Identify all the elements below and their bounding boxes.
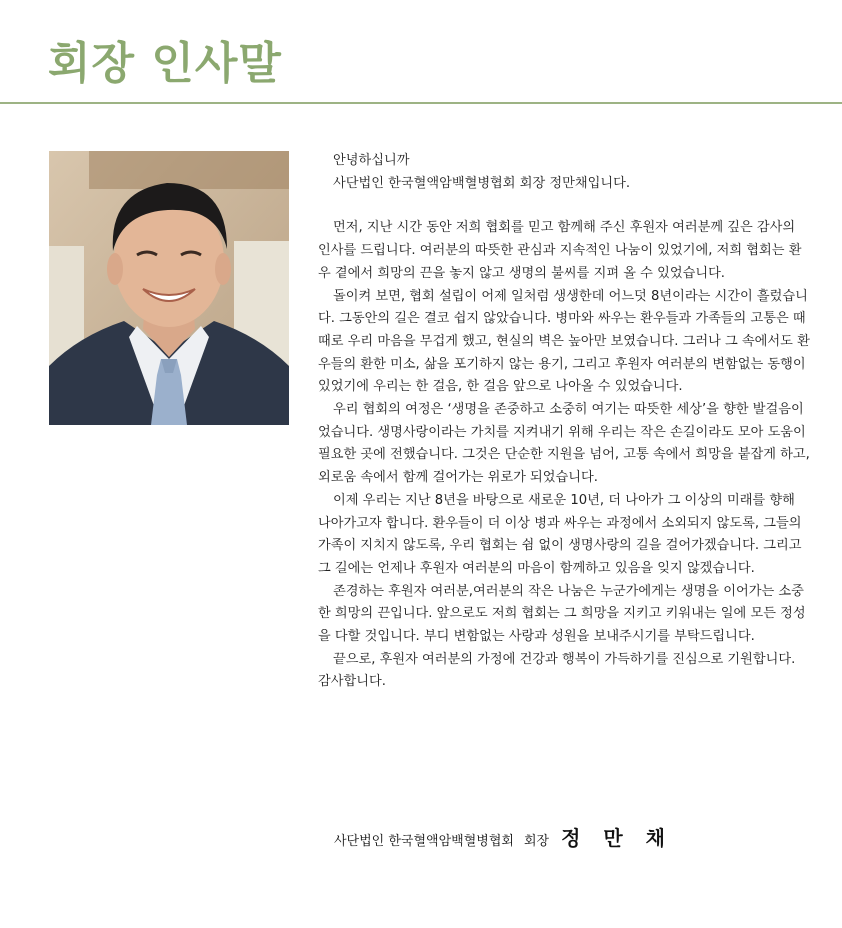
letter-paragraph: 우리 협회의 여정은 ‘생명을 존중하고 소중히 여기는 따뜻한 세상’을 향한 발걸음이었습니다. 생명사랑이라는 가치를 지켜내기 위해 우리는 작은 손길이라도 모아 도움이 필요한 곳에 전했습니다. 그것은 단순한 지원을 넘어, 고통 속에서 희망을 붙잡게 하고, 외로움 속에서 함께 걸어가는 위로가 되었습니다.	[318, 402, 810, 486]
title-divider	[0, 102, 842, 104]
president-photo	[49, 151, 289, 425]
letter-paragraph: 먼저, 지난 시간 동안 저희 협회를 믿고 함께해 주신 후원자 여러분께 깊은 감사의 인사를 드립니다. 여러분의 따뜻한 관심과 지속적인 나눔이 있었기에, 저희 협회는 환우 곁에서 희망의 끈을 놓지 않고 생명의 불씨를 지펴 올 수 있었습니다.	[318, 220, 802, 281]
paragraph-gap	[318, 195, 810, 217]
portrait-photo-icon	[49, 151, 289, 425]
letter-intro: 사단법인 한국혈액암백혈병협회 회장 정만채입니다.	[333, 175, 631, 191]
letter-paragraph: 이제 우리는 지난 8년을 바탕으로 새로운 10년, 더 나아가 그 이상의 미래를 향해 나아가고자 합니다. 환우들이 더 이상 병과 싸우는 과정에서 소외되지 않도록, 그들의 가족이 지치지 않도록, 우리 협회는 쉼 없이 생명사랑의 길을 걸어가겠습니다. 그리고 그 길에는 언제나 후원자 여러분의 마음이 함께하고 있음을 잊지 않겠습니다.	[318, 492, 802, 576]
letter-paragraph: 존경하는 후원자 여러분,여러분의 작은 나눔은 누군가에게는 생명을 이어가는 소중한 희망의 끈입니다. 앞으로도 저희 협회는 그 희망을 지키고 키워내는 일에 모든 정성을 다할 것입니다. 부디 변함없는 사랑과 성원을 보내주시기를 부탁드립니다.	[318, 583, 806, 645]
signature-name: 정 만 채	[561, 826, 673, 850]
letter-greeting: 안녕하십니까	[333, 153, 410, 168]
page-title: 회장 인사말	[48, 38, 282, 89]
signature	[334, 822, 673, 851]
letter-paragraph: 돌이켜 보면, 협회 설립이 어제 일처럼 생생한데 어느덧 8년이라는 시간이 흘렀습니다. 그동안의 길은 결코 쉽지 않았습니다. 병마와 싸우는 환우들과 가족들의 고통은 때때로 우리 마음을 무겁게 했고, 현실의 벽은 높아만 보였습니다. 그러나 그 속에서도 환우들의 환한 미소, 삶을 포기하지 않는 용기, 그리고 후원자 여러분의 변함없는 동행이 있었기에 우리는 한 걸음, 한 걸음 앞으로 나아올 수 있었습니다.	[318, 288, 810, 395]
signature-role: 회장	[523, 834, 550, 849]
signature-organization: 사단법인 한국혈액암백혈병협회	[334, 834, 514, 849]
greeting-letter	[318, 150, 810, 694]
letter-paragraph: 끝으로, 후원자 여러분의 가정에 건강과 행복이 가득하기를 진심으로 기원합니다. 감사합니다.	[318, 651, 796, 690]
